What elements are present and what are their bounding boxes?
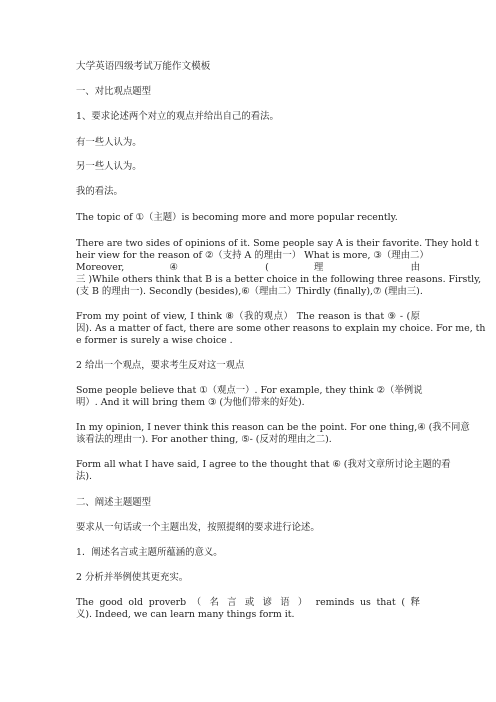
paragraph-1-line-5: (支 B 的理由一). Secondly (besides),⑥（理由二）Thirdly (finally),⑦ (理由三). <box>76 286 423 297</box>
paragraph-2-line-2: 因). As a matter of fact, there are some other reasons to explain my choice. For me, th <box>76 323 486 334</box>
outline-point-2: 另一些人认为。 <box>76 161 142 172</box>
paragraph-6-line-1: The good old proverb （ 名 言 或 谚 语 ） reminds us that ( 释 <box>76 597 420 608</box>
paragraph-3-line-1: Some people believe that ①（观点一）. For example, they think ②（举例说 <box>76 385 423 396</box>
section-heading-contrast: 一、对比观点题型 <box>76 86 152 97</box>
paragraph-6-line-2: 义). Indeed, we can learn many things form it. <box>76 609 295 620</box>
template-sentence: The topic of ①（主题）is becoming more and more popular recently. <box>76 212 398 223</box>
paragraph-4-line-2: 该看法的理由一). For another thing, ⑤- (反对的理由之二). <box>76 434 332 445</box>
outline-point-1: 有一些人认为。 <box>76 137 142 148</box>
document-title: 大学英语四级考试万能作文模板 <box>76 61 211 72</box>
paragraph-1-line-1: There are two sides of opinions of it. Some people say A is their favorite. They hold t <box>76 238 479 249</box>
paragraph-5-line-2: 法). <box>76 471 93 482</box>
outline-point-5: 2 分析并举例使其更充实。 <box>76 572 189 583</box>
requirement-line-2: 要求从一句话或一个主题出发，按照提纲的要求进行论述。 <box>76 522 320 533</box>
paragraph-5-line-1: Form all what I have said, I agree to the thought that ⑥ (我对文章所讨论主题的看 <box>76 459 451 470</box>
paragraph-4-line-1: In my opinion, I never think this reason can be the point. For one thing,④ (我不同意 <box>76 422 470 433</box>
paragraph-3-line-2: 明）. And it will bring them ③ (为他们带来的好处). <box>76 397 305 408</box>
outline-point-4: 1．阐述名言或主题所蕴涵的意义。 <box>76 547 223 558</box>
paragraph-2-line-3: e former is surely a wise choice . <box>76 335 233 346</box>
outline-point-3: 我的看法。 <box>76 186 123 197</box>
paragraph-1-line-3: Moreover, ④ ( 理 由 <box>76 262 420 273</box>
paragraph-1-line-4: 三 )While others think that B is a better choice in the following three reasons. Firstly, <box>76 274 482 285</box>
section-heading-elaborate: 二、阐述主题题型 <box>76 497 152 508</box>
paragraph-1-line-2: heir view for the reason of ②（支持 A 的理由一） What is more, ③（理由二） <box>76 250 429 261</box>
requirement-line: 1、要求论述两个对立的观点并给出自己的看法。 <box>76 111 279 122</box>
section-heading-oppose: 2 给出一个观点，要求考生反对这一观点 <box>76 360 245 371</box>
paragraph-2-line-1: From my point of view, I think ⑧（我的观点） The reason is that ⑨ - (原 <box>76 311 420 322</box>
